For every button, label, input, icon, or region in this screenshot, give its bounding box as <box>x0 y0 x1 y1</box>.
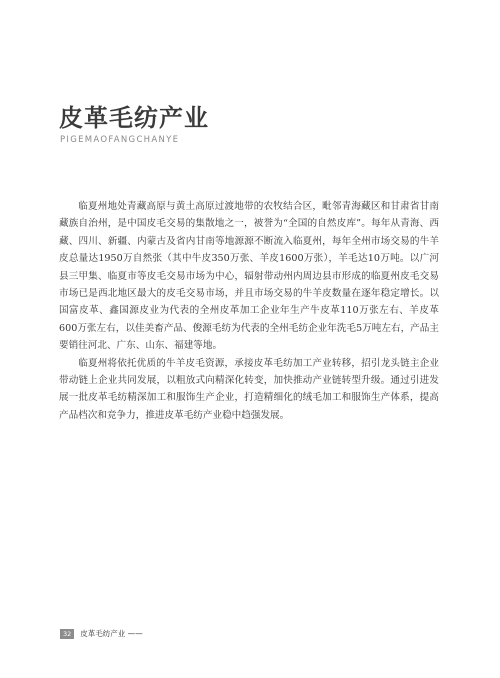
section-subtitle: PIGEMAOFANGCHANYE <box>60 135 180 145</box>
running-title: 皮革毛纺产业 —— <box>80 629 143 638</box>
paragraph-1: 临夏州地处青藏高原与黄土高原过渡地带的农牧结合区，毗邻青海藏区和甘肃省甘南藏族自治州，是中国皮毛交易的集散地之一，被誉为“全国的自然皮库”。每年从青海、西藏、四川、新疆、内蒙古及省内甘南等地源源不断流入临夏州，每年全州市场交易的牛羊皮总量达1950万自然张（其中牛皮350万张、羊皮1600万张），羊毛达10万吨。以广河县三甲集、临夏市等皮毛交易市场为中心，辐射带动州内周边县市形成的临夏州皮毛交易市场已是西北地区最大的皮毛交易市场，并且市场交易的牛羊皮数量在逐年稳定增长。以国富皮革、鑫国源皮业为代表的全州皮革加工企业年生产牛皮革110万张左右、羊皮革600万张左右，以佳美畜产品、俊源毛纺为代表的全州毛纺企业年洗毛5万吨左右，产品主要销往河北、广东、山东、福建等地。 <box>59 201 439 352</box>
body-text <box>59 198 439 424</box>
paragraph-2: 临夏州将依托优质的牛羊皮毛资源，承接皮革毛纺加工产业转移，招引龙头链主企业带动链上企业共同发展，以粗放式向精深化转变，加快推动产业链转型升级。通过引进发展一批皮革毛纺精深加工和服饰生产企业，打造精细化的绒毛加工和服饰生产体系，提高产品档次和竞争力，推进皮革毛纺产业稳中趋强发展。 <box>59 357 439 421</box>
section-title: 皮革毛纺产业 <box>59 104 209 132</box>
page-number: 32 <box>60 629 74 639</box>
page-footer <box>60 628 143 639</box>
